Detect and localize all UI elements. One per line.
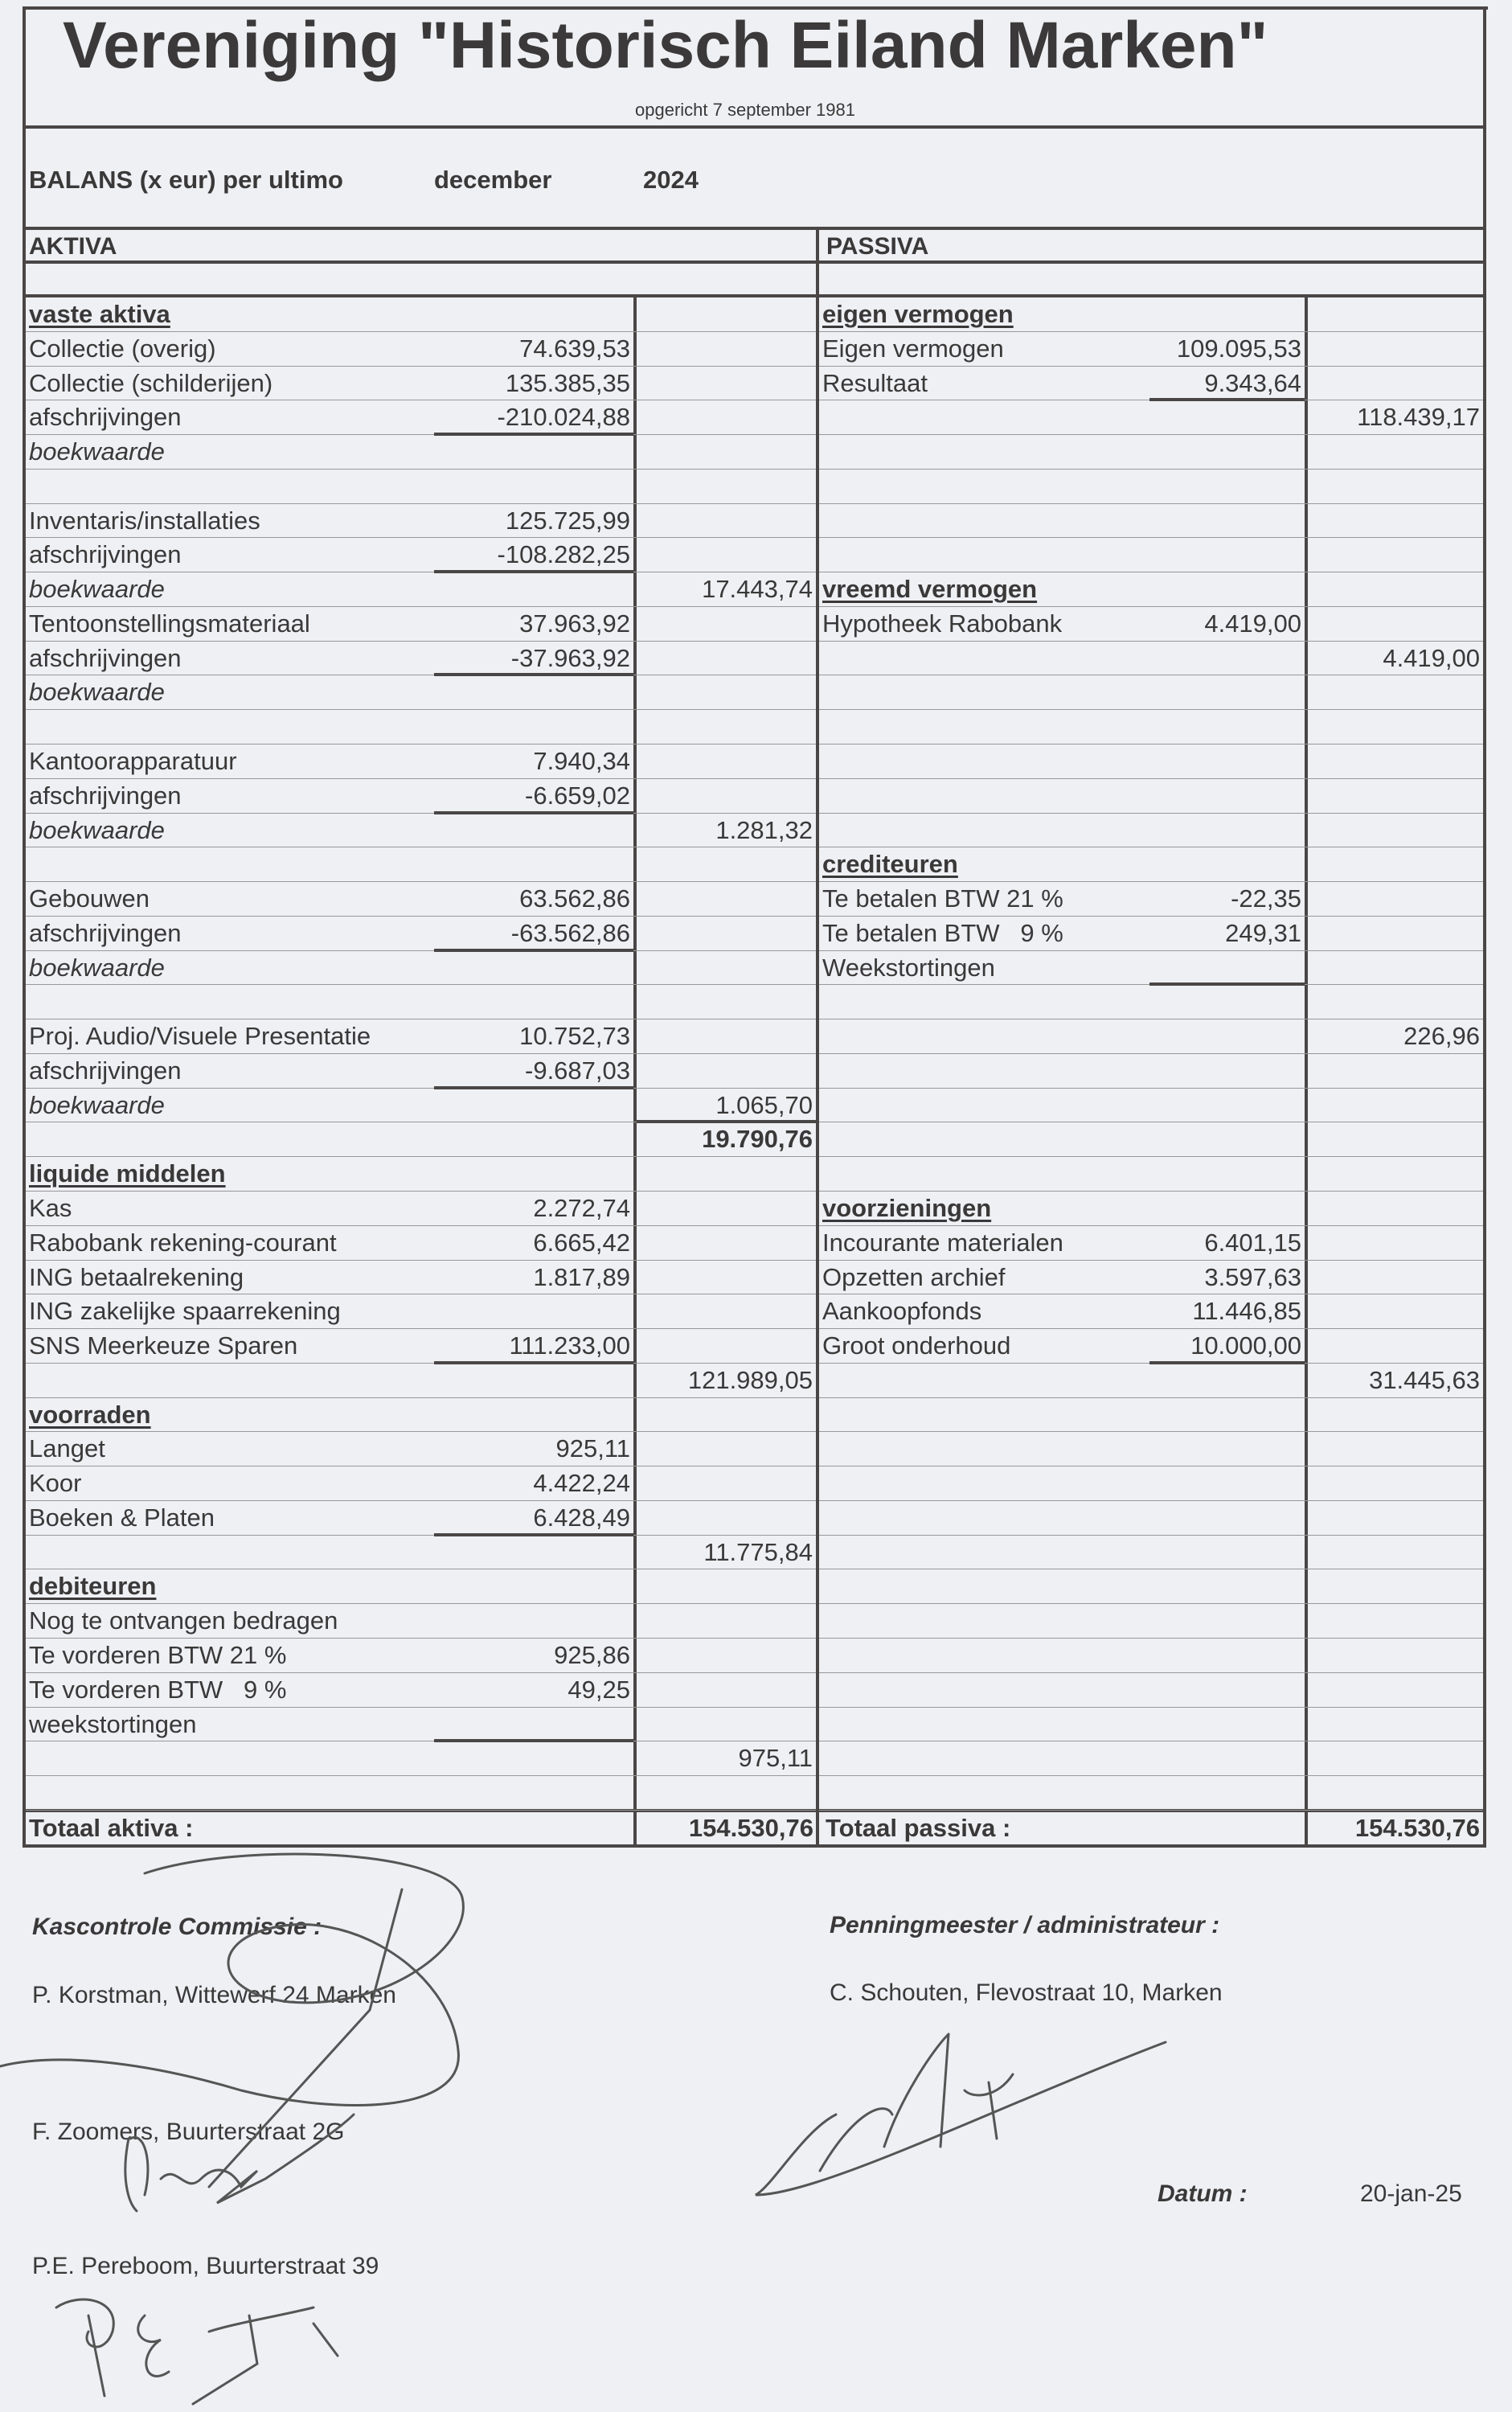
passiva-row — [819, 1569, 1483, 1604]
section-heading: liquide middelen — [29, 1159, 226, 1188]
aktiva-row — [26, 745, 816, 779]
row-amount: 2.272,74 — [533, 1194, 630, 1223]
passiva-row — [819, 1261, 1483, 1295]
passiva-row — [819, 745, 1483, 779]
aktiva-row — [26, 1501, 816, 1536]
row-subtotal: 19.790,76 — [702, 1125, 813, 1154]
row-label: Collectie (schilderijen) — [29, 368, 273, 397]
passiva-row — [819, 1501, 1483, 1536]
balans-year: 2024 — [643, 166, 699, 194]
row-label: Te vorderen BTW 9 % — [29, 1675, 287, 1704]
passiva-row — [819, 1019, 1483, 1054]
row-amount: 249,31 — [1225, 918, 1301, 947]
row-amount: -6.659,02 — [525, 781, 630, 810]
row-amount: -210.024,88 — [497, 403, 630, 432]
row-amount: 125.725,99 — [505, 506, 630, 535]
section-heading: voorzieningen — [822, 1194, 992, 1223]
row-subtotal: 11.775,84 — [703, 1537, 813, 1566]
passiva-row — [819, 400, 1483, 435]
row-label: afschrijvingen — [29, 918, 182, 947]
row-label: SNS Meerkeuze Sparen — [29, 1331, 298, 1360]
signature-schouten-icon — [756, 2010, 1174, 2203]
aktiva-row — [26, 1673, 816, 1708]
row-label: Gebouwen — [29, 884, 150, 913]
aktiva-row — [26, 1157, 816, 1192]
row-label: Groot onderhoud — [822, 1331, 1011, 1360]
aktiva-row — [26, 297, 816, 332]
passiva-row — [819, 847, 1483, 882]
column-header-divider — [24, 260, 1486, 264]
passiva-row — [819, 1673, 1483, 1708]
row-amount: 925,86 — [554, 1641, 630, 1670]
aktiva-row — [26, 710, 816, 745]
passiva-row — [819, 1089, 1483, 1123]
section-heading: vaste aktiva — [29, 300, 170, 328]
row-label: Nog te ontvangen bedragen — [29, 1606, 338, 1635]
aktiva-row — [26, 1294, 816, 1329]
passiva-row — [819, 470, 1483, 504]
row-label: Te betalen BTW 21 % — [822, 884, 1063, 913]
passiva-row — [819, 1226, 1483, 1261]
passiva-row — [819, 1432, 1483, 1466]
row-label: Incourante materialen — [822, 1228, 1063, 1257]
row-amount: 4.419,00 — [1204, 609, 1301, 638]
row-label: Kas — [29, 1194, 72, 1223]
aktiva-row — [26, 1432, 816, 1466]
aktiva-row — [26, 1329, 816, 1364]
row-label: ING zakelijke spaarrekening — [29, 1297, 341, 1326]
row-label: Hypotheek Rabobank — [822, 609, 1063, 638]
row-label: Collectie (overig) — [29, 334, 216, 363]
row-label: Opzetten archief — [822, 1262, 1006, 1291]
row-amount: 4.422,24 — [533, 1469, 630, 1498]
kascontrole-member-3: P.E. Pereboom, Buurterstraat 39 — [32, 2253, 379, 2279]
row-amount: 74.639,53 — [519, 334, 630, 363]
section-heading: eigen vermogen — [822, 300, 1014, 328]
aktiva-row — [26, 779, 816, 814]
row-label: Eigen vermogen — [822, 334, 1004, 363]
passiva-row — [819, 297, 1483, 332]
passiva-heading: PASSIVA — [826, 233, 929, 260]
passiva-row — [819, 367, 1483, 401]
row-label: Te betalen BTW 9 % — [822, 918, 1063, 947]
row-amount: 925,11 — [555, 1434, 630, 1463]
total-aktiva-value: 154.530,76 — [688, 1814, 813, 1842]
row-subtotal: 1.065,70 — [715, 1090, 813, 1119]
aktiva-row — [26, 1741, 816, 1776]
row-label: boekwaarde — [29, 678, 165, 707]
aktiva-row — [26, 332, 816, 367]
aktiva-row — [26, 985, 816, 1019]
aktiva-row — [26, 1398, 816, 1433]
row-amount: -22,35 — [1231, 884, 1301, 913]
row-label: Kantoorapparatuur — [29, 747, 237, 775]
aktiva-row — [26, 435, 816, 470]
section-heading: voorraden — [29, 1400, 151, 1429]
datum-value: 20-jan-25 — [1360, 2180, 1462, 2207]
aktiva-row — [26, 572, 816, 607]
aktiva-row — [26, 1604, 816, 1639]
aktiva-row — [26, 1776, 816, 1811]
aktiva-row — [26, 1192, 816, 1226]
aktiva-row — [26, 367, 816, 401]
row-label: boekwaarde — [29, 1090, 165, 1119]
row-label: Tentoonstellingsmateriaal — [29, 609, 310, 638]
kascontrole-member-2: F. Zoomers, Buurterstraat 2G — [32, 2119, 345, 2145]
row-amount: 111.233,00 — [509, 1331, 630, 1360]
passiva-row — [819, 1294, 1483, 1329]
passiva-row — [819, 882, 1483, 917]
balans-divider — [24, 227, 1486, 230]
passiva-row — [819, 1122, 1483, 1157]
passiva-row — [819, 607, 1483, 642]
row-label: Koor — [29, 1469, 82, 1498]
row-amount: 10.752,73 — [519, 1022, 630, 1051]
row-label: boekwaarde — [29, 437, 165, 466]
row-amount: 37.963,92 — [519, 609, 630, 638]
passiva-row — [819, 572, 1483, 607]
passiva-row — [819, 1639, 1483, 1673]
row-label: Rabobank rekening-courant — [29, 1228, 337, 1257]
row-label: afschrijvingen — [29, 540, 182, 569]
aktiva-row — [26, 675, 816, 710]
row-subtotal: 121.989,05 — [687, 1365, 813, 1394]
aktiva-row — [26, 1054, 816, 1089]
signature-zoomers-icon — [113, 2082, 370, 2211]
row-label: boekwaarde — [29, 815, 165, 844]
kascontrole-member-1: P. Korstman, Wittewerf 24 Marken — [32, 1982, 396, 2008]
aktiva-row — [26, 1226, 816, 1261]
passiva-row — [819, 1364, 1483, 1398]
row-label: Langet — [29, 1434, 105, 1463]
aktiva-row — [26, 1536, 816, 1570]
aktiva-row — [26, 847, 816, 882]
kascontrole-label: Kascontrole Commissie : — [32, 1914, 322, 1940]
row-label: weekstortingen — [29, 1709, 197, 1738]
aktiva-row — [26, 1261, 816, 1295]
passiva-row — [819, 1741, 1483, 1776]
balans-label: BALANS (x eur) per ultimo — [29, 166, 343, 194]
aktiva-heading: AKTIVA — [29, 233, 117, 260]
aktiva-row — [26, 1569, 816, 1604]
total-passiva-value: 154.530,76 — [1354, 1814, 1480, 1842]
passiva-row — [819, 814, 1483, 848]
passiva-row — [819, 1466, 1483, 1501]
row-amount: 63.562,86 — [519, 884, 630, 913]
passiva-row — [819, 1536, 1483, 1570]
founded-subtitle: opgericht 7 september 1981 — [635, 100, 855, 120]
row-label: Weekstortingen — [822, 953, 995, 982]
title-divider — [24, 125, 1486, 129]
aktiva-row — [26, 1708, 816, 1742]
aktiva-row — [26, 1466, 816, 1501]
row-amount: 11.446,85 — [1192, 1297, 1301, 1326]
row-amount: -63.562,86 — [510, 918, 630, 947]
row-amount: 49,25 — [568, 1675, 630, 1704]
penningmeester-name: C. Schouten, Flevostraat 10, Marken — [830, 1979, 1223, 2006]
passiva-row — [819, 435, 1483, 470]
row-subtotal: 31.445,63 — [1369, 1365, 1480, 1394]
passiva-row — [819, 1329, 1483, 1364]
aktiva-row — [26, 607, 816, 642]
aktiva-row — [26, 1122, 816, 1157]
aktiva-row — [26, 400, 816, 435]
row-subtotal: 118.439,17 — [1357, 403, 1480, 432]
datum-label: Datum : — [1158, 2180, 1248, 2207]
passiva-row — [819, 538, 1483, 572]
section-heading: crediteuren — [822, 850, 958, 879]
aktiva-row — [26, 1089, 816, 1123]
row-subtotal: 975,11 — [738, 1744, 813, 1773]
row-subtotal: 1.281,32 — [715, 815, 813, 844]
row-amount: 6.401,15 — [1204, 1228, 1301, 1257]
row-amount: 9.343,64 — [1204, 368, 1301, 397]
aktiva-row — [26, 1639, 816, 1673]
passiva-row — [819, 504, 1483, 539]
row-label: Boeken & Platen — [29, 1503, 215, 1532]
row-label: boekwaarde — [29, 953, 165, 982]
row-label: afschrijvingen — [29, 403, 182, 432]
passiva-row — [819, 1776, 1483, 1811]
row-label: Resultaat — [822, 368, 928, 397]
row-amount: 135.385,35 — [505, 368, 630, 397]
row-amount: -108.282,25 — [497, 540, 630, 569]
balans-month: december — [434, 166, 552, 194]
row-label: Proj. Audio/Visuele Presentatie — [29, 1022, 371, 1051]
frame-right — [1483, 6, 1486, 1848]
passiva-row — [819, 917, 1483, 951]
passiva-row — [819, 1604, 1483, 1639]
passiva-row — [819, 1157, 1483, 1192]
organization-title: Vereniging "Historisch Eiland Marken" — [63, 9, 1268, 82]
aktiva-row — [26, 814, 816, 848]
row-label: boekwaarde — [29, 575, 165, 604]
signature-pereboom-icon — [48, 2283, 370, 2412]
penningmeester-label: Penningmeester / administrateur : — [830, 1912, 1220, 1938]
passiva-row — [819, 1192, 1483, 1226]
aktiva-row — [26, 504, 816, 539]
total-row-bottom — [24, 1844, 1486, 1848]
passiva-row — [819, 985, 1483, 1019]
total-aktiva-label: Totaal aktiva : — [29, 1814, 194, 1842]
total-passiva-label: Totaal passiva : — [826, 1814, 1011, 1842]
row-amount: 1.817,89 — [533, 1262, 630, 1291]
aktiva-row — [26, 1364, 816, 1398]
row-label: afschrijvingen — [29, 643, 182, 672]
row-label: Te vorderen BTW 21 % — [29, 1641, 287, 1670]
passiva-row — [819, 1054, 1483, 1089]
passiva-row — [819, 1398, 1483, 1433]
passiva-row — [819, 951, 1483, 986]
section-heading: debiteuren — [29, 1572, 157, 1601]
aktiva-row — [26, 642, 816, 676]
passiva-row — [819, 642, 1483, 676]
row-label: afschrijvingen — [29, 781, 182, 810]
row-amount: 10.000,00 — [1190, 1331, 1301, 1360]
aktiva-row — [26, 951, 816, 986]
row-label: ING betaalrekening — [29, 1262, 244, 1291]
passiva-row — [819, 675, 1483, 710]
aktiva-row — [26, 882, 816, 917]
row-label: Inventaris/installaties — [29, 506, 260, 535]
row-subtotal: 4.419,00 — [1383, 643, 1480, 672]
passiva-row — [819, 710, 1483, 745]
aktiva-row — [26, 917, 816, 951]
aktiva-row — [26, 1019, 816, 1054]
row-amount: -9.687,03 — [525, 1056, 630, 1085]
row-label: Aankoopfonds — [822, 1297, 982, 1326]
row-amount: 6.428,49 — [533, 1503, 630, 1532]
row-amount: -37.963,92 — [510, 643, 630, 672]
aktiva-row — [26, 470, 816, 504]
passiva-row — [819, 1708, 1483, 1742]
row-label: afschrijvingen — [29, 1056, 182, 1085]
row-amount: 3.597,63 — [1204, 1262, 1301, 1291]
row-amount: 109.095,53 — [1176, 334, 1301, 363]
row-subtotal: 226,96 — [1403, 1022, 1480, 1051]
row-amount: 6.665,42 — [533, 1228, 630, 1257]
row-subtotal: 17.443,74 — [702, 575, 813, 604]
passiva-row — [819, 332, 1483, 367]
passiva-row — [819, 779, 1483, 814]
section-heading: vreemd vermogen — [822, 575, 1038, 604]
signature-korstman-icon — [0, 1849, 482, 2106]
row-amount: 7.940,34 — [533, 747, 630, 775]
aktiva-row — [26, 538, 816, 572]
